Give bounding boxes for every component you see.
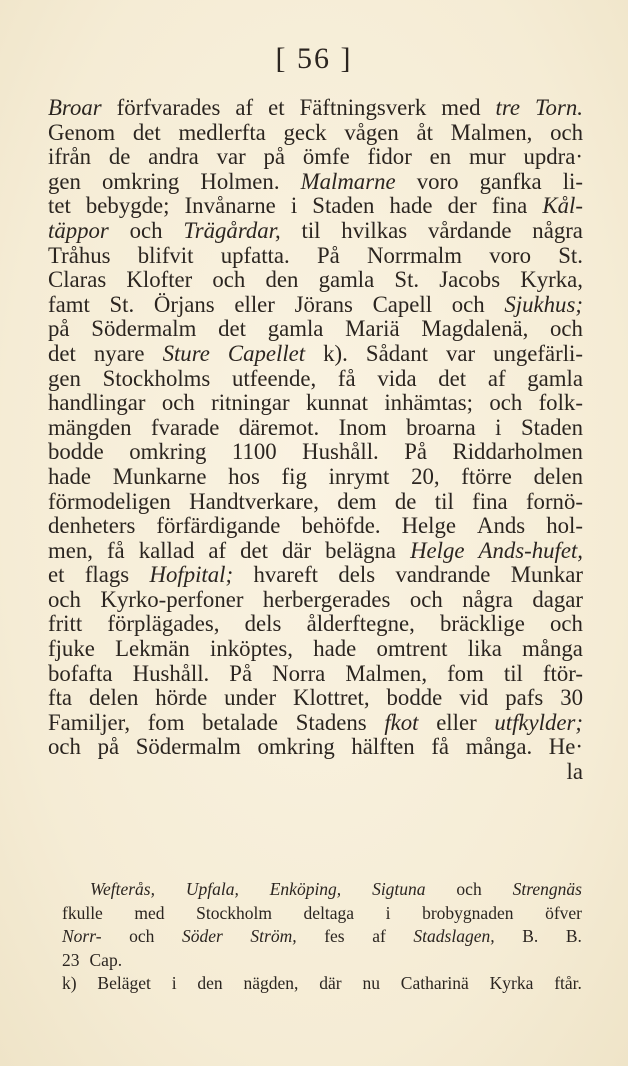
text-line [48, 268, 583, 293]
word: fjuke [48, 636, 95, 662]
text-line [48, 735, 583, 760]
word: deltaga [303, 902, 355, 923]
word: til [434, 488, 454, 514]
word: Sigtuna [372, 879, 426, 899]
word: och [48, 586, 81, 612]
word: Stadens [295, 709, 367, 735]
word: några [532, 217, 583, 243]
word: medlerfta [178, 119, 266, 145]
word: herbergerades [262, 586, 391, 612]
word: Stadslagen, [413, 926, 495, 947]
text-line [48, 170, 583, 195]
word: Kål- [542, 193, 583, 219]
word: hvareft [253, 562, 319, 588]
word: et [268, 95, 285, 120]
text-line [48, 145, 583, 170]
word: gen [48, 365, 81, 391]
word: bodde [386, 685, 443, 711]
word: Familjer, [48, 709, 131, 735]
word: Catharinä [400, 973, 469, 994]
word: Hushåll. [302, 439, 379, 465]
word: dels [338, 562, 376, 588]
word: det [132, 119, 161, 145]
word: fina [472, 488, 508, 514]
word: Wefterås, [90, 879, 155, 899]
word: hälften [351, 734, 415, 760]
word: där [282, 537, 312, 563]
footnote-line [62, 972, 582, 996]
word: inrymt [328, 463, 390, 489]
word: Holmen. [200, 168, 280, 194]
word: men, [48, 537, 93, 563]
word: af [208, 537, 227, 563]
word: fvarade [151, 414, 220, 440]
word: Sjukhus; [504, 291, 583, 317]
word: förfärdigande [156, 513, 281, 539]
word: broarna [406, 414, 476, 440]
word: Jacobs [439, 267, 501, 293]
word: gamla [318, 267, 375, 293]
word: och [161, 390, 195, 416]
word: de [108, 144, 131, 170]
word: på [263, 144, 286, 170]
text-line [48, 490, 583, 515]
word: var [216, 144, 246, 170]
word: der [447, 193, 477, 219]
word: omkring [257, 734, 335, 760]
word: Söder [182, 926, 223, 947]
word: nägden, [243, 973, 299, 994]
word: fom [447, 660, 484, 686]
word: Malmen, [345, 660, 428, 686]
word: handlingar [48, 390, 146, 416]
word: Jörans [294, 291, 353, 317]
word: dels [244, 611, 282, 637]
word: Broar [48, 95, 102, 120]
word: Munkar [510, 562, 583, 588]
word: Norrmalm [367, 242, 462, 268]
word: tre [495, 95, 520, 120]
word: fta [48, 685, 73, 711]
word: fina [491, 193, 528, 219]
word: och [48, 734, 81, 760]
word: Kyrka [489, 973, 534, 994]
word: mur [468, 144, 506, 170]
word: utfeende, [232, 365, 317, 391]
word: Klottret, [292, 685, 370, 711]
text-line [48, 539, 583, 564]
word: och [451, 291, 485, 317]
word: det [48, 340, 76, 366]
word: af [372, 926, 386, 947]
word: hol- [546, 513, 583, 539]
word: bräcklige [440, 611, 525, 637]
word: Riddarholmen [452, 439, 583, 465]
word: det [438, 365, 467, 391]
word: Hushåll. [132, 660, 210, 686]
word: På [229, 660, 253, 686]
word: Ands [477, 513, 526, 539]
word: en [429, 144, 452, 170]
word: k). [323, 340, 348, 366]
word: dagar [532, 586, 583, 612]
word: 23 [62, 949, 80, 970]
word: flags [84, 562, 130, 588]
word: Magdalenä, [421, 316, 529, 342]
text-line [48, 244, 583, 269]
word: och [129, 926, 155, 947]
footnote-line [62, 949, 582, 973]
word: det [240, 537, 269, 563]
word: Strengnäs [512, 879, 582, 899]
word: gamla [527, 365, 583, 391]
text-line [48, 342, 583, 367]
word: Enköping, [269, 879, 342, 899]
word: fkulle [62, 902, 103, 923]
word: nyare [93, 340, 145, 366]
word: ganfka [479, 168, 542, 194]
word: Trägårdar, [183, 217, 281, 243]
word: hörde [155, 685, 208, 711]
word: voro [489, 242, 531, 268]
word: Södermalm [91, 316, 197, 342]
footnote-line [62, 925, 582, 949]
footnote-line [62, 902, 582, 926]
word: blifvit [137, 242, 194, 268]
word: et [48, 562, 65, 588]
word: Malmen, [450, 119, 533, 145]
word: många. [465, 734, 533, 760]
word: kunnat [305, 390, 368, 416]
word: eller [234, 291, 275, 317]
footnote-line [62, 878, 582, 902]
word: famt [48, 291, 90, 317]
word: Beläget [97, 973, 151, 994]
word: få [106, 537, 125, 563]
text-line [48, 637, 583, 662]
word: bodde [48, 439, 104, 465]
text-line [48, 711, 583, 736]
text-line [48, 317, 583, 342]
word: af [235, 95, 254, 120]
word: folk- [538, 390, 583, 416]
word: där [319, 973, 342, 994]
text-line [48, 219, 583, 244]
word: andra [148, 144, 199, 170]
word: de [394, 488, 417, 514]
text-line [48, 96, 583, 121]
word: däremot. [238, 414, 320, 440]
word: pafs [505, 685, 544, 711]
word: och [550, 316, 583, 342]
word: k) [62, 973, 77, 994]
word: förmodeligen [48, 488, 171, 514]
word: Inom [338, 414, 387, 440]
word: eller [436, 709, 477, 735]
word: la [566, 759, 583, 785]
word: i [171, 973, 177, 994]
word: af [487, 365, 506, 391]
page-number: [ 56 ] [275, 42, 353, 75]
text-line [48, 293, 583, 318]
word: denheters [48, 513, 136, 539]
word: Sådant [365, 340, 428, 366]
word: hvilkas [341, 217, 408, 243]
word: Lekmän [115, 636, 190, 662]
word: fritt [48, 611, 83, 637]
word: vågen [344, 119, 399, 145]
word: med [134, 902, 165, 923]
word: var [445, 340, 476, 366]
word: omkring [102, 168, 180, 194]
word: åt [416, 119, 433, 145]
word: Capell [372, 291, 433, 317]
word: St. [109, 291, 135, 317]
word: delen [88, 685, 139, 711]
text-line [48, 563, 583, 588]
word: kallad [138, 537, 195, 563]
word: täppor [48, 217, 109, 243]
word: Klofter [126, 267, 193, 293]
word: gen [48, 168, 81, 194]
word: hade [48, 463, 92, 489]
text-line [48, 440, 583, 465]
word: utfkylder; [494, 709, 583, 735]
word: Mariä [345, 316, 400, 342]
word: Torn. [534, 95, 583, 120]
word: vid [459, 685, 489, 711]
word: och [129, 217, 163, 243]
word: På [316, 242, 340, 268]
text-line [48, 760, 583, 785]
word: Norra [272, 660, 326, 686]
main-text [48, 96, 583, 785]
word: vandrande [395, 562, 491, 588]
word: mängden [48, 414, 132, 440]
word: Ström, [250, 926, 297, 947]
word: och [409, 586, 443, 612]
word: och [212, 267, 246, 293]
word: Malmarne [300, 168, 396, 194]
word: upfatta. [220, 242, 290, 268]
word: Fäftningsverk [299, 95, 427, 120]
word: få [431, 734, 450, 760]
text-line [48, 465, 583, 490]
word: fornö- [525, 488, 583, 514]
word: inköptes, [210, 636, 293, 662]
word: öfver [545, 902, 582, 923]
word: Ands-hufet, [478, 537, 583, 563]
word: delen [533, 463, 583, 489]
word: dem [337, 488, 377, 514]
word: 1100 [231, 439, 277, 465]
word: He· [548, 734, 583, 760]
word: Invånarne [184, 193, 276, 219]
word: få [337, 365, 356, 391]
word: det [218, 316, 246, 342]
word: Genom [48, 119, 116, 145]
word: ftår. [554, 973, 582, 994]
word: hos [228, 463, 260, 489]
word: i [495, 414, 502, 440]
word: bebygde; [85, 193, 170, 219]
word: hade [389, 193, 433, 219]
word: nu [362, 973, 380, 994]
word: B. [565, 926, 582, 947]
word: ftör- [542, 660, 583, 686]
word: Claras [48, 267, 107, 293]
word: belägna [325, 537, 397, 563]
word: ritningar [211, 390, 290, 416]
word: förfvarades [116, 95, 221, 120]
word: 30 [560, 685, 583, 711]
word: voro [416, 168, 459, 194]
word: brobygnaden [422, 902, 514, 923]
word: Sture [162, 340, 210, 366]
text-line [48, 686, 583, 711]
word: til [301, 217, 321, 243]
word: och [550, 119, 583, 145]
word: och [456, 879, 482, 899]
text-line [48, 367, 583, 392]
word: Helge [410, 537, 465, 563]
word: den [197, 973, 223, 994]
word: Upfala, [185, 879, 239, 899]
word: Helge [401, 513, 457, 539]
word: ungefärli- [493, 340, 583, 366]
word: gamla [267, 316, 324, 342]
word: Norr- [62, 926, 102, 947]
word: på [48, 316, 70, 342]
word: fidor [367, 144, 412, 170]
text-line [48, 612, 583, 637]
word: behöfde. [301, 513, 381, 539]
word: Munkarne [112, 463, 207, 489]
word: ömfe [302, 144, 350, 170]
text-line [48, 662, 583, 687]
word: Cap. [89, 949, 123, 970]
word: fom [147, 709, 185, 735]
word: i [290, 193, 298, 219]
word: ftörre [461, 463, 512, 489]
word: li- [562, 168, 583, 194]
word: St. [394, 267, 420, 293]
word: Stockholms [102, 365, 211, 391]
word: inhämtas; [384, 390, 473, 416]
word: geck [283, 119, 327, 145]
word: Capellet [227, 340, 306, 366]
word: betalade [202, 709, 279, 735]
word: fig [281, 463, 307, 489]
word: den [265, 267, 299, 293]
word: Kyrko-perfoner [100, 586, 244, 612]
word: med [441, 95, 481, 120]
word: omtrent [376, 636, 448, 662]
word: bofafta [48, 660, 113, 686]
text-line [48, 588, 583, 613]
word: vida [377, 365, 417, 391]
word: Kyrka, [520, 267, 583, 293]
word: fkot [384, 709, 419, 735]
word: til [503, 660, 523, 686]
word: ålderftegne, [306, 611, 415, 637]
word: Örjans [153, 291, 215, 317]
text-line [48, 416, 583, 441]
word: många [522, 636, 583, 662]
word: några [462, 586, 513, 612]
word: St. [558, 242, 583, 268]
word: vårdande [427, 217, 512, 243]
word: Handtverkare, [189, 488, 319, 514]
word: omkring [129, 439, 207, 465]
text-line [48, 391, 583, 416]
word: Staden [520, 414, 583, 440]
word: förplägades, [107, 611, 220, 637]
text-line [48, 194, 583, 219]
word: lika [467, 636, 502, 662]
text-line [48, 121, 583, 146]
word: fes [324, 926, 345, 947]
word: under [224, 685, 277, 711]
word: och [489, 390, 523, 416]
word: updra· [523, 144, 583, 170]
word: hade [313, 636, 357, 662]
word: På [404, 439, 428, 465]
footnotes [62, 878, 582, 996]
word: tet [48, 193, 71, 219]
word: i [385, 902, 391, 923]
word: Södermalm [135, 734, 241, 760]
word: och [550, 611, 583, 637]
word: B. [522, 926, 539, 947]
word: Tråhus [48, 242, 111, 268]
word: ifrån [48, 144, 92, 170]
word: Staden [312, 193, 375, 219]
word: 20, [411, 463, 440, 489]
word: Hofpital; [149, 562, 234, 588]
word: på [97, 734, 120, 760]
text-line [48, 514, 583, 539]
word: Stockholm [196, 902, 272, 923]
